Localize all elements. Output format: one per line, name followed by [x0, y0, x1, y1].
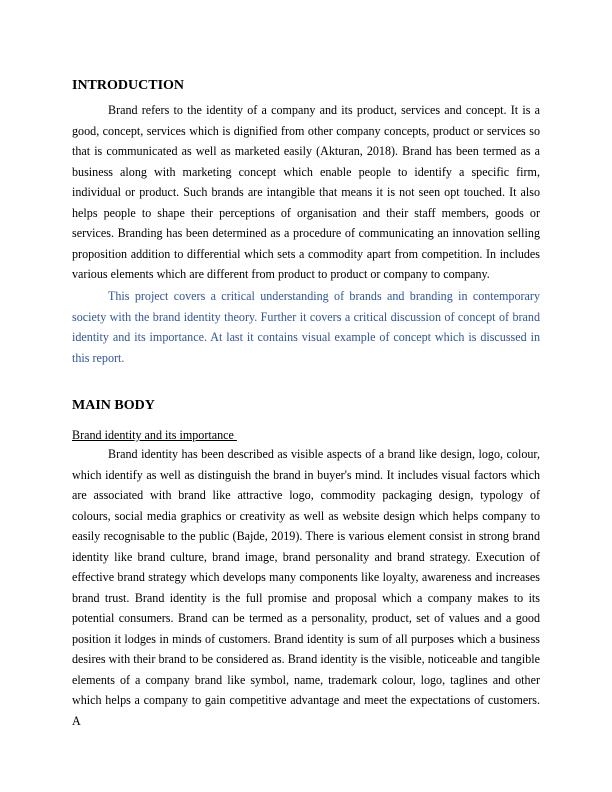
introduction-heading: INTRODUCTION — [72, 78, 185, 93]
project-overview-paragraph: This project covers a critical understanding of brands and branding in contemporary society with the brand identity theory. Further it covers a critical discussion of concept of brand identity and its importance. At last it contains visual example of concept which is discussed in this report. — [72, 289, 540, 365]
brand-identity-subheading: Brand identity and its importance — [72, 428, 237, 442]
brand-identity-paragraph: Brand identity has been described as visible aspects of a brand like design, logo, colour, which identify as well as distinguish the brand in buyer's mind. It includes visual factors which are associated with brand like attractive logo, commodity packaging design, typology of colours, social media graphics or creativity as well as website design which helps company to easily recognisable to the public (Bajde, 2019). There is various element consist in strong brand identity like brand culture, brand image, brand personality and brand strategy. Execution of effective brand strategy which develops many components like loyalty, awareness and increases brand trust. Brand identity is the full promise and proposal which a company makes to its potential consumers. Brand can be termed as a personality, product, set of values and a good position it lodges in minds of customers. Brand identity is sum of all purposes which a business desires with their brand to be considered as. Brand identity is the visible, noticeable and tangible elements of a company brand like symbol, name, trademark colour, logo, taglines and other which helps a company to gain competitive advantage and meet the expectations of customers. A — [72, 447, 540, 728]
introduction-paragraph: Brand refers to the identity of a company and its product, services and concept. It is a good, concept, services which is dignified from other company concepts, product or services so that is communicated as well as marketed easily (Akturan, 2018). Brand has been termed as a business along with marketing concept which enable people to identify a specific firm, individual or product. Such brands are intangible that means it is not seen opt touched. It also helps people to shape their perceptions of organisation and their staff members, goods or services. Branding has been determined as a procedure of communicating an innovation selling proposition addition to differential which sets a commodity apart from competition. In includes various elements which are different from product to product or company to company. — [72, 103, 540, 281]
main-body-heading: MAIN BODY — [72, 398, 155, 413]
